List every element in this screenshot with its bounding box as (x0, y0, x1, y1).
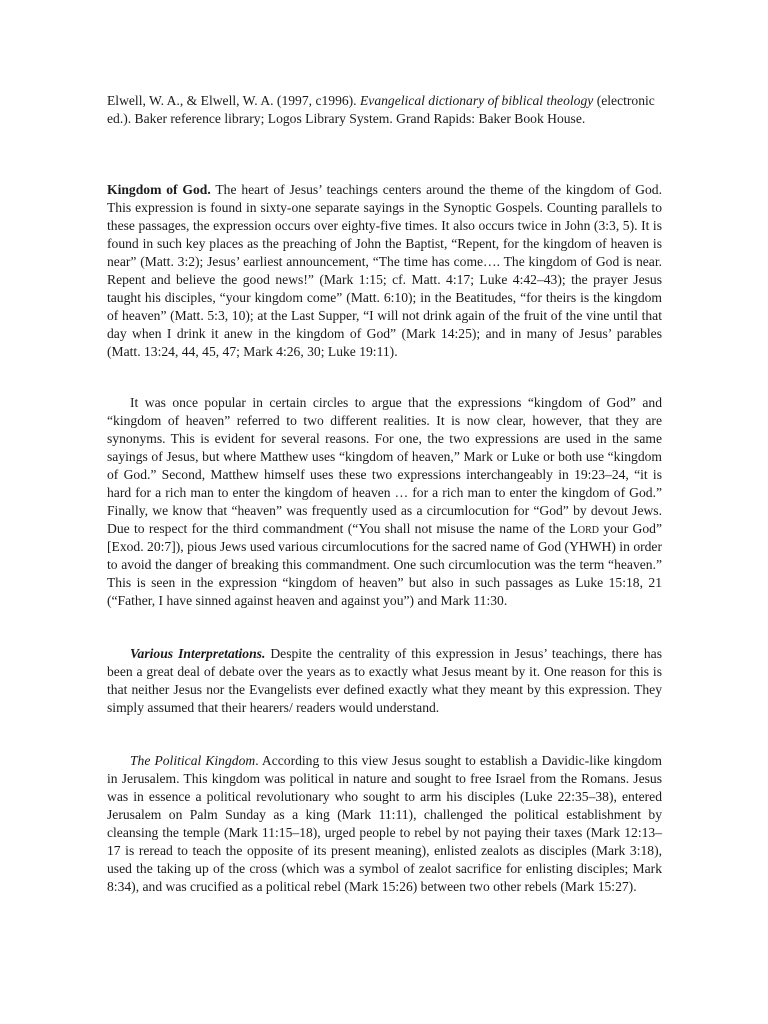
political-kingdom-paragraph (107, 752, 662, 896)
various-interpretations-paragraph (107, 645, 662, 717)
citation-authors: Elwell, W. A., & Elwell, W. A. (1997, c1996). (107, 93, 360, 108)
various-interpretations-body: Despite the centrality of this expression in Jesus’ teachings, there has been a great deal of debate over the years as to exactly what Jesus meant by it. One reason for this is that neither Jesus nor the Evangelists ever defined exactly what they meant by this expression. They simply assumed that their hearers/ readers would understand. (107, 646, 662, 715)
political-kingdom-heading: The Political Kingdom (130, 753, 256, 768)
synonyms-body-part2: your God” [Exod. 20:7]), pious Jews used various circumlocutions for the sacred name of God (YHWH) in order to avoid the danger of breaking this commandment. One such circumlocution was the term “heaven.” This is seen in the expression “kingdom of heaven” but also in such passages as Luke 15:18, 21 (“Father, I have sinned against heaven and against you”) and Mark 11:30. (107, 521, 662, 608)
citation-paragraph (107, 92, 662, 128)
synonyms-body-part1: It was once popular in certain circles to argue that the expressions “kingdom of God” and “kingdom of heaven” referred to two different realities. It is now clear, however, that they are synonyms. This is evident for several reasons. For one, the two expressions are used in the same sayings of Jesus, but where Matthew uses “kingdom of heaven,” Mark or Luke or both use “kingdom of God.” Second, Matthew himself uses these two expressions interchangeably in 19:23–24, “it is hard for a rich man to enter the kingdom of heaven … for a rich man to enter the kingdom of God.” Finally, we know that “heaven” was frequently used as a circumlocution for “God” by devout Jews. Due to respect for the third commandment (“You shall not misuse the name of the (107, 395, 662, 536)
lord-smallcaps: Lord (569, 521, 600, 536)
kingdom-of-god-paragraph (107, 181, 662, 361)
citation-publication: (electronic ed.). Baker reference library; Logos Library System. Grand Rapids: Baker Book House. (107, 93, 655, 126)
synonyms-paragraph (107, 394, 662, 610)
citation-title: Evangelical dictionary of biblical theology (359, 93, 594, 108)
political-kingdom-body: . According to this view Jesus sought to establish a Davidic-like kingdom in Jerusalem. This kingdom was political in nature and sought to free Israel from the Romans. Jesus was in essence a political revolutionary who sought to arm his disciples (Luke 22:35–38), entered Jerusalem on Palm Sunday as a king (Mark 11:11), challenged the political establishment by cleansing the temple (Mark 11:15–18), urged people to rebel by not paying their taxes (Mark 12:13–17 is reread to teach the opposite of its present meaning), enlisted zealots as disciples (Mark 3:18), used the taking up of the cross (which was a symbol of zealot sacrifice for enlisting disciples; Mark 8:34), and was crucified as a political rebel (Mark 15:26) between two other rebels (Mark 15:27). (107, 753, 662, 894)
various-interpretations-heading: Various Interpretations. (130, 646, 266, 661)
kingdom-of-god-body: The heart of Jesus’ teachings centers around the theme of the kingdom of God. This expression is found in sixty-one separate sayings in the Synoptic Gospels. Counting parallels to these passages, the expression occurs over eighty-five times. It also occurs twice in John (3:3, 5). It is found in such key places as the preaching of John the Baptist, “Repent, for the kingdom of heaven is near” (Matt. 3:2); Jesus’ earliest announcement, “The time has come…. The kingdom of God is near. Repent and believe the good news!” (Mark 1:15; cf. Matt. 4:17; Luke 4:42–43); the prayer Jesus taught his disciples, “your kingdom come” (Matt. 6:10); in the Beatitudes, “for theirs is the kingdom of heaven” (Matt. 5:3, 10); at the Last Supper, “I will not drink again of the fruit of the vine until that day when I drink it anew in the kingdom of God” (Mark 14:25); and in many of Jesus’ parables (Matt. 13:24, 44, 45, 47; Mark 4:26, 30; Luke 19:11). (107, 182, 662, 359)
kingdom-of-god-heading: Kingdom of God. (107, 182, 211, 197)
